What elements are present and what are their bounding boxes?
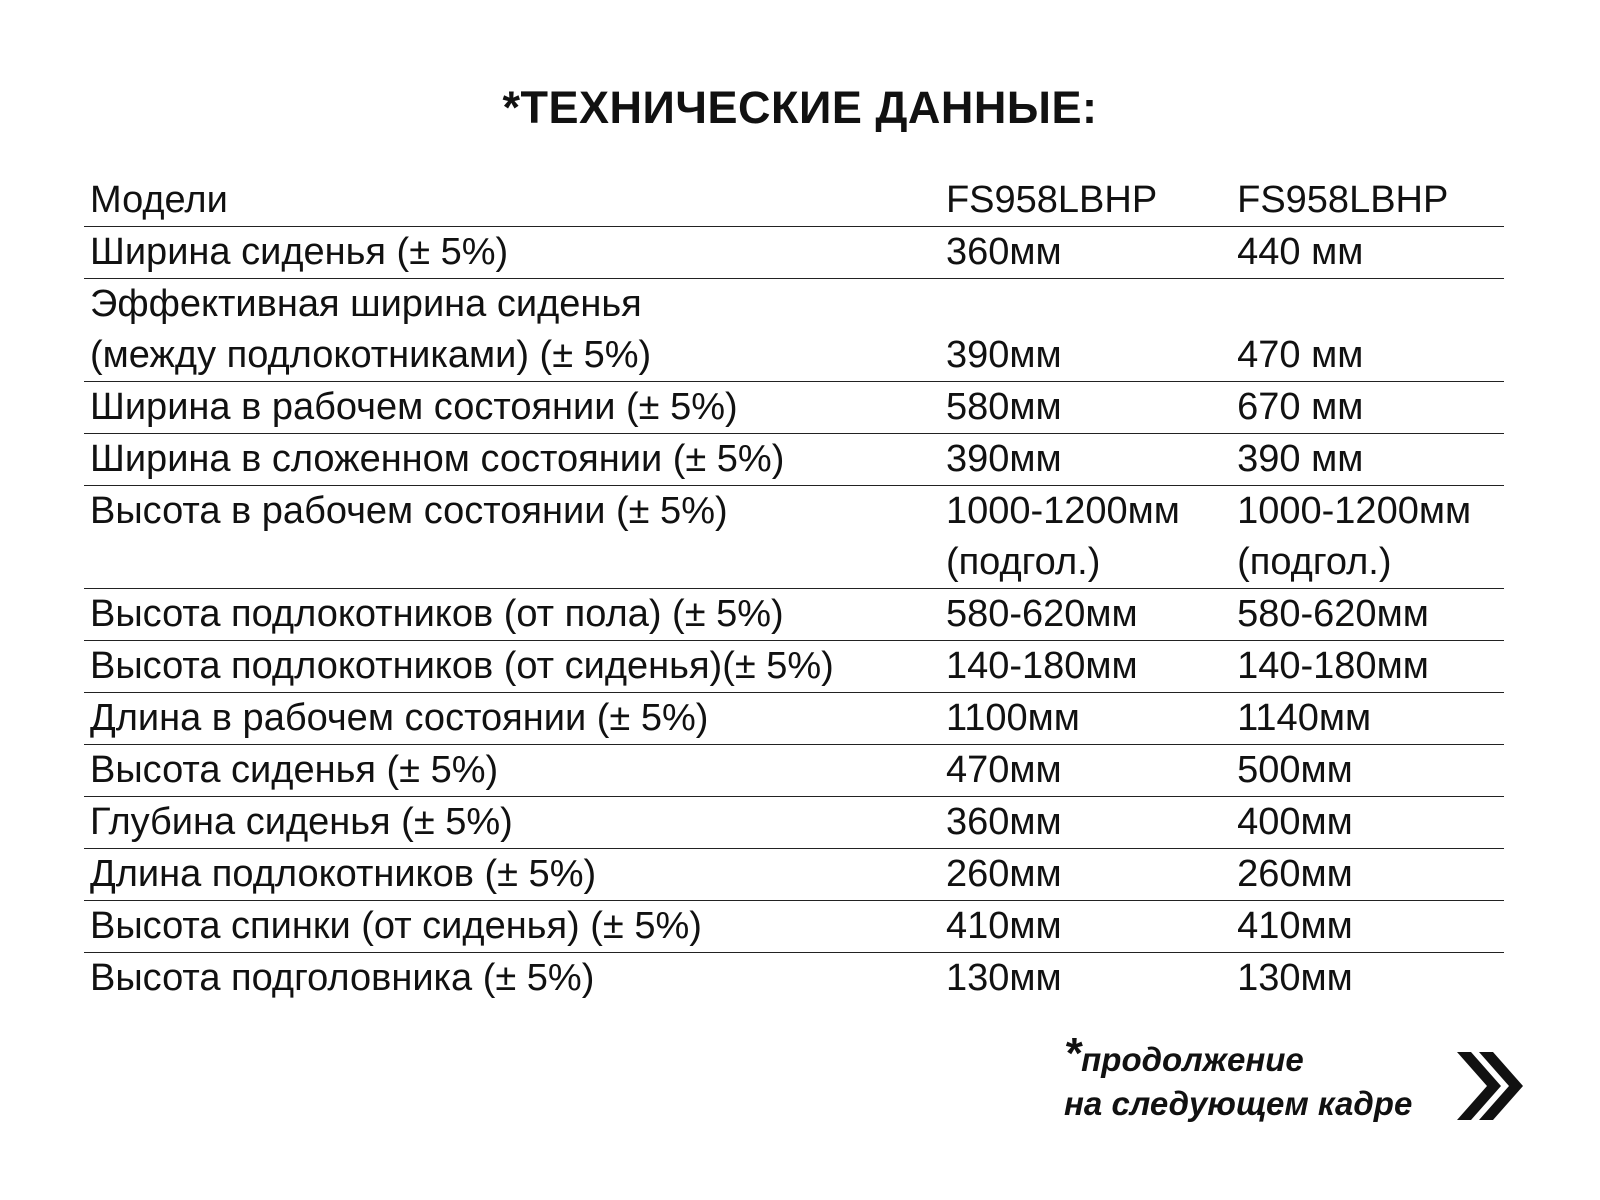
row-value-model-1 bbox=[940, 849, 1231, 901]
row-value-model-2 bbox=[1231, 589, 1504, 641]
row-label bbox=[84, 693, 940, 745]
row-value-model-1 bbox=[940, 382, 1231, 434]
row-label-line: Ширина сиденья (± 5%) bbox=[90, 231, 509, 273]
row-label bbox=[84, 641, 940, 693]
table-header-row bbox=[84, 175, 1504, 227]
row-value-model-2-line: 1140мм bbox=[1237, 697, 1372, 739]
row-value-model-2-line: 410мм bbox=[1237, 905, 1353, 947]
table-row bbox=[84, 745, 1504, 797]
row-value-model-1 bbox=[940, 953, 1231, 1005]
table-row bbox=[84, 849, 1504, 901]
row-label bbox=[84, 745, 940, 797]
double-chevron-right-icon bbox=[1455, 1050, 1525, 1122]
row-value-model-1-line: 1100мм bbox=[945, 697, 1080, 739]
table-row bbox=[84, 279, 1504, 382]
row-value-model-1 bbox=[940, 745, 1231, 797]
row-label bbox=[84, 849, 940, 901]
row-value-model-2 bbox=[1231, 382, 1504, 434]
row-value-model-2-line: 500мм bbox=[1237, 749, 1353, 791]
row-value-model-1 bbox=[940, 797, 1231, 849]
row-value-model-1-line: 580мм bbox=[945, 386, 1062, 428]
row-value-model-2-line: 140-180мм bbox=[1237, 645, 1429, 687]
row-value-model-1 bbox=[940, 693, 1231, 745]
table-row bbox=[84, 382, 1504, 434]
row-label-line: Высота подлокотников (от пола) (± 5%) bbox=[90, 593, 784, 635]
row-value-model-1-line: 390мм bbox=[945, 334, 1062, 376]
row-label-line bbox=[90, 537, 940, 588]
row-value-model-2-line: 470 мм bbox=[1237, 334, 1364, 376]
row-label bbox=[84, 797, 940, 849]
row-value-model-1-line: 360мм bbox=[945, 801, 1062, 843]
row-value-model-1-line: 130мм bbox=[945, 957, 1062, 999]
row-value-model-1-line: 470мм bbox=[945, 749, 1062, 791]
row-label bbox=[84, 279, 940, 382]
row-label-line: (между подлокотниками) (± 5%) bbox=[90, 334, 652, 376]
row-value-model-1-line: 390мм bbox=[945, 438, 1062, 480]
row-label-line: Высота сиденья (± 5%) bbox=[90, 749, 499, 791]
row-value-model-2 bbox=[1231, 434, 1504, 486]
row-label-line: Высота в рабочем состоянии (± 5%) bbox=[90, 490, 728, 532]
continuation-line-2: на следующем кадре bbox=[1064, 1085, 1413, 1122]
row-value-model-2-line: 580-620мм bbox=[1237, 593, 1429, 635]
table-row bbox=[84, 901, 1504, 953]
table-row bbox=[84, 227, 1504, 279]
row-value-model-2-line: (подгол.) bbox=[1237, 541, 1392, 583]
page-title: *ТЕХНИЧЕСКИЕ ДАННЫЕ: bbox=[502, 82, 1098, 133]
continuation-star: * bbox=[1064, 1029, 1082, 1078]
row-label-line: Ширина в сложенном состоянии (± 5%) bbox=[90, 438, 785, 480]
row-value-model-1 bbox=[940, 227, 1231, 279]
row-value-model-1-line: 360мм bbox=[945, 231, 1062, 273]
row-label-line: Длина подлокотников (± 5%) bbox=[90, 853, 597, 895]
row-value-model-1 bbox=[940, 589, 1231, 641]
row-value-model-2-line: 400мм bbox=[1237, 801, 1353, 843]
row-value-model-2-line: 260мм bbox=[1237, 853, 1353, 895]
row-label bbox=[84, 486, 940, 589]
row-label bbox=[84, 953, 940, 1005]
table-row bbox=[84, 797, 1504, 849]
row-label-line: Высота подголовника (± 5%) bbox=[90, 957, 595, 999]
row-label-line: Ширина в рабочем состоянии (± 5%) bbox=[90, 386, 738, 428]
continuation-note bbox=[1064, 1029, 1413, 1126]
row-label-line: Эффективная ширина сиденья bbox=[90, 283, 642, 325]
row-value-model-2 bbox=[1231, 486, 1504, 589]
row-value-model-1-line: 1000-1200мм bbox=[945, 490, 1180, 532]
row-value-model-1-line: 140-180мм bbox=[945, 645, 1138, 687]
row-value-model-2-line: 440 мм bbox=[1237, 231, 1364, 273]
header-model-2: FS958LBHP bbox=[1231, 175, 1504, 227]
table-row bbox=[84, 953, 1504, 1005]
row-value-model-2-line: 390 мм bbox=[1237, 438, 1364, 480]
row-label bbox=[84, 227, 940, 279]
header-model-1: FS958LBHP bbox=[940, 175, 1231, 227]
row-value-model-2 bbox=[1231, 641, 1504, 693]
row-label bbox=[84, 589, 940, 641]
row-value-model-2 bbox=[1231, 901, 1504, 953]
row-label-line: Высота спинки (от сиденья) (± 5%) bbox=[90, 905, 702, 947]
row-value-model-2 bbox=[1231, 745, 1504, 797]
row-value-model-2 bbox=[1231, 797, 1504, 849]
row-value-model-2 bbox=[1231, 227, 1504, 279]
row-value-model-2 bbox=[1231, 279, 1504, 382]
row-value-model-1-line: (подгол.) bbox=[945, 541, 1101, 583]
row-value-model-2-line: 670 мм bbox=[1237, 386, 1364, 428]
row-value-model-2-line bbox=[1237, 279, 1504, 330]
table-row bbox=[84, 589, 1504, 641]
row-value-model-1 bbox=[940, 641, 1231, 693]
table-row bbox=[84, 693, 1504, 745]
row-value-model-2 bbox=[1231, 953, 1504, 1005]
row-label bbox=[84, 382, 940, 434]
row-value-model-2 bbox=[1231, 693, 1504, 745]
table-row bbox=[84, 434, 1504, 486]
row-value-model-1 bbox=[940, 279, 1231, 382]
spec-table bbox=[84, 175, 1504, 1004]
row-label-line: Длина в рабочем состоянии (± 5%) bbox=[90, 697, 709, 739]
row-value-model-1-line: 410мм bbox=[945, 905, 1062, 947]
row-value-model-2-line: 1000-1200мм bbox=[1237, 490, 1472, 532]
row-label-line: Высота подлокотников (от сиденья)(± 5%) bbox=[90, 645, 834, 687]
row-label bbox=[84, 901, 940, 953]
table-row bbox=[84, 641, 1504, 693]
row-label bbox=[84, 434, 940, 486]
row-value-model-1-line: 260мм bbox=[945, 853, 1062, 895]
row-value-model-1 bbox=[940, 486, 1231, 589]
row-value-model-1 bbox=[940, 434, 1231, 486]
row-label-line: Глубина сиденья (± 5%) bbox=[90, 801, 513, 843]
row-value-model-1 bbox=[940, 901, 1231, 953]
table-row bbox=[84, 486, 1504, 589]
header-label: Модели bbox=[84, 175, 940, 227]
row-value-model-2 bbox=[1231, 849, 1504, 901]
continuation-line-1: продолжение bbox=[1081, 1041, 1304, 1078]
row-value-model-2-line: 130мм bbox=[1237, 957, 1353, 999]
row-value-model-1-line: 580-620мм bbox=[945, 593, 1138, 635]
row-value-model-1-line bbox=[946, 279, 1231, 330]
